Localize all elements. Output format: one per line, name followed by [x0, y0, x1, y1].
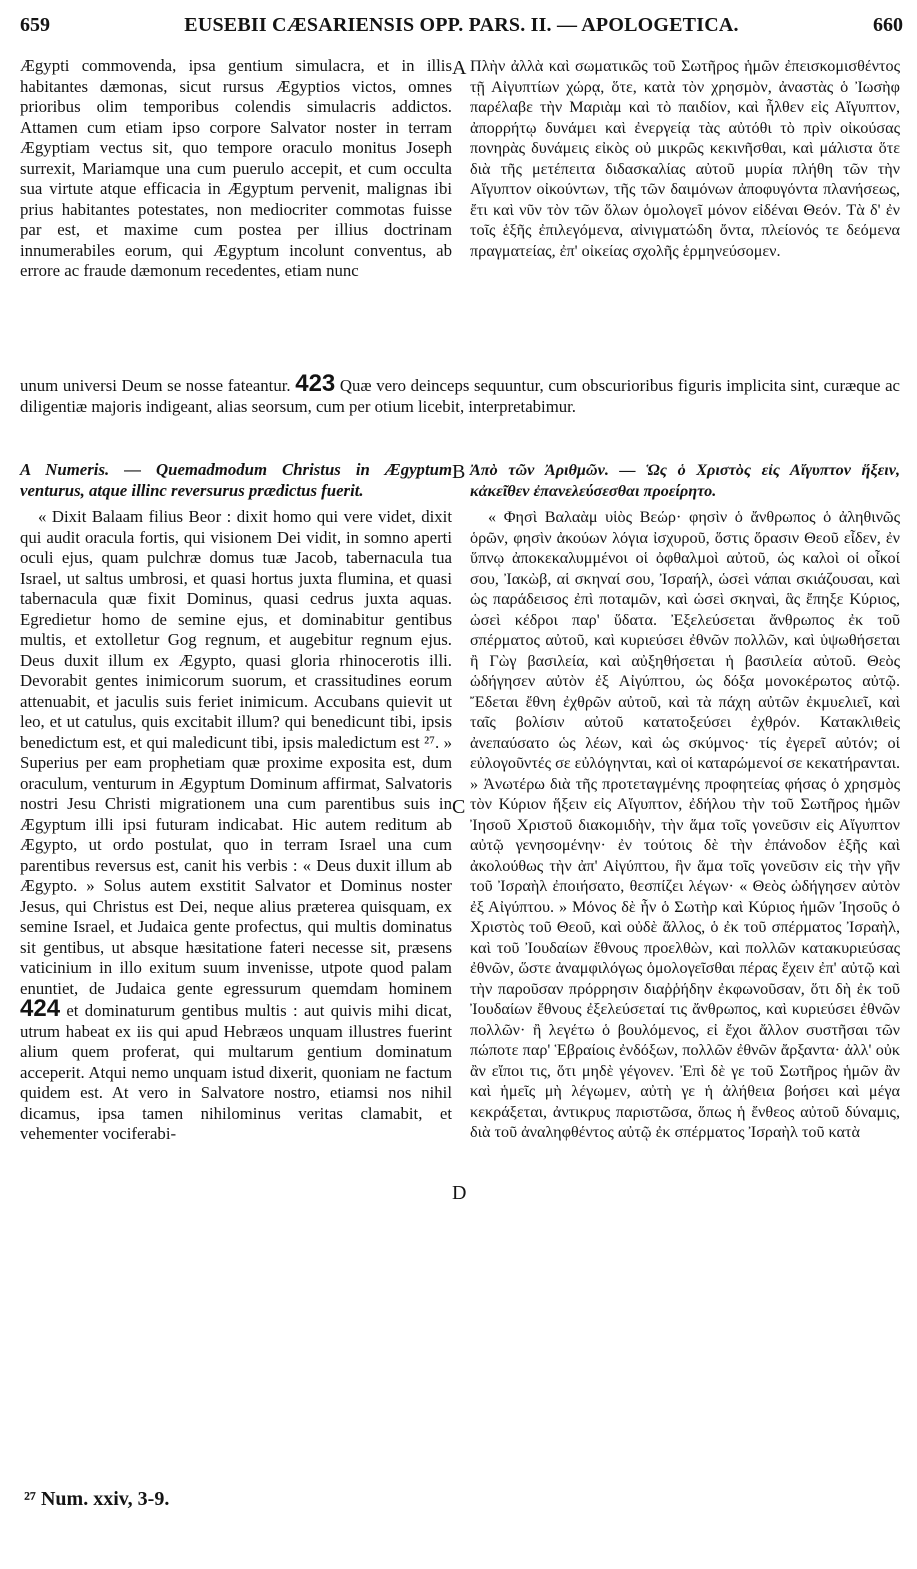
running-title: EUSEBII CÆSARIENSIS OPP. PARS. II. — APOLOGETICA. — [184, 14, 739, 36]
latin-column-top — [20, 56, 452, 282]
margin-marker-a: A — [452, 57, 467, 79]
latin-paragraph: Ægypti commovenda, ipsa gentium simulacra, et in illis habitantes dæmonas, sicut rursus Ægyptios victos, omnes prioribus olim temporibus colendis simulacris addictos. Attamen cum etiam ipso corpore Salvator noster in terram Ægyptiam vectus sit, quo tempore oraculo monitus Joseph surrexit, Mariamque una cum puerulo accepit, et cum occulta sua virtute atque efficacia in Ægyptum pervenit, malignas ibi prius habitantes potestates, non mediocriter commotas fuisse par est, et maxime cum postea per illius doctrinam innumerabiles eorum, qui Ægyptum incolunt conventus, ab errore ac fraude dæmonum recedentes, etiam nunc — [20, 56, 452, 280]
latin-column-bottom — [20, 460, 452, 1145]
full-width-passage — [20, 370, 900, 417]
latin-continuation: Quæ vero deinceps sequuntur, cum obscurioribus figuris implicita sint, curæque ac diligentiæ majoris indigeant, alias seorsum, cum per otium licebit, interpretabimur. — [20, 376, 900, 416]
latin-line-end: unum universi Deum se nosse fateantur. — [20, 376, 291, 395]
page-number-423: 423 — [295, 370, 336, 397]
running-header — [20, 12, 903, 38]
greek-body: « Φησὶ Βαλαὰμ υἱὸς Βεώρ· φησὶν ὁ ἄνθρωπος ὁ ἀληθινῶς ὁρῶν, φησὶν ἀκούων λόγια ἰσχυροῦ, ὅστις ὅρασιν Θεοῦ εἶδεν, ἐν ὕπνῳ ἀποκεκαλυμμένοι οἱ ὀφθαλμοὶ αὐτοῦ, ὡς καλοὶ οἱ οἶκοί σου, Ἰακὼβ, αἱ σκηναί σου, Ἰσραήλ, ὡσεὶ νάπαι σκιάζουσαι, καὶ ὡς παράδεισος ἐπὶ ποταμῶν, καὶ ὡσεὶ σκηναὶ, ἃς ἔπηξε Κύριος, ὡσεὶ κέδροι παρ' ὕδατα. Ἐξελεύσεται ἄνθρωπος ἐκ τοῦ σπέρματος αὐτοῦ, καὶ κυριεύσει ἐθνῶν πολλῶν, καὶ ὑψωθήσεται ἢ Γὼγ βασιλεία, καὶ αὐξηθήσεται ἡ βασιλεία αὐτοῦ. Θεὸς ὡδήγησεν αὐτὸν ἐξ Αἰγύπτου, ὡς δόξα μονοκέρωτος αὐτῷ. Ἔδεται ἔθνη ἐχθρῶν αὐτοῦ, καὶ τὰ πάχη αὐτῶν ἐκμυελιεῖ, καὶ ταῖς βολίσιν αὐτοῦ κατατοξεύσει ἐχθρόν. Κατακλιθεὶς ἀνεπαύσατο ὡς λέων, καὶ ὡς σκύμνος· τίς ἐγερεῖ αὐτόν; οἱ εὐλογοῦντές σε εὐλόγηνται, καὶ οἱ καταρώμενοί σε κεκατήρανται. » Ἀνωτέρω διὰ τῆς προτεταγμένης προφητείας φήσας ὁ χρησμὸς τὸν Κύριον ἥξειν εἰς Αἴγυπτον, ἐδήλου τὴν τοῦ Σωτῆρος ἡμῶν Ἰησοῦ Χριστοῦ διακομιδὴν, τὴν ἅμα τοῖς γονεῦσιν εἰς Αἴγυπτον αὐτῷ γενησομένην· ἐν τούτοις δὲ τὴν ἐπάνοδον ἑξῆς καὶ ἀκολούθως τὴν ἀπ' Αἰγύπτου, ἣν ἅμα τοῖς γονεῦσιν εἰς τὴν γῆν τοῦ Ἰσραὴλ ἐποιήσατο, θεσπίζει λέγων· « Θεὸς ὡδήγησεν αὐτὸν ἐξ Αἰγύπτου. » Μόνος δὲ ἦν ὁ Σωτὴρ καὶ Κύριος ἡμῶν Ἰησοῦς ὁ Χριστὸς τοῦ Θεοῦ, καὶ οὐδὲ ἄλλος, ὁ ἐκ τοῦ σπέρματος Ἰσραὴλ, καὶ τοῦ Ἰουδαίων ἔθνους προελθὼν, καὶ πολλῶν κατακυριεύσας ἐθνῶν, ὥστε ἀναμφιλόγως ὁμολογεῖσθαι πέρας ἔχειν ἐπ' αὐτῷ καὶ τὴν παροῦσαν πρόρρησιν διαῤῥήδην ἐκφωνοῦσαν, ὅτι δὴ ἐκ τοῦ Ἰουδαίων ἔθνους ἐξελεύσεταί τις ἄνθρωπος, καὶ κυριεύσει ἐθνῶν πολλῶν· ἢ λεγέτω ὁ βουλόμενος, εἰ ἔχοι ἄλλον συστῆσαι τῶν πώποτε παρ' Ἑβραίοις ἐνδόξων, πολλῶν ἐθνῶν ἄρξαντα· ἀλλ' οὐκ ἂν εἴποι τις, ὅτι μηδὲ γέγονεν. Ἐπὶ δὲ γε τοῦ Σωτῆρος ἡμῶν ἂν καὶ ἡμεῖς μὴ λέγωμεν, αὐτὴ γε ἡ ἀλήθεια βοήσει καὶ μέγα κεκράξεται, ἀντικρυς παριστῶσα, ὅπως ἡ ἔνθεος αὐτοῦ δύναμις, διὰ τοῦ ἀναληφθέντος αὐτῷ ἐκ σπέρματος Ἰσραὴλ τοῦ κατὰ — [470, 508, 900, 1141]
footnote: ²⁷ Num. xxiv, 3-9. — [24, 1488, 170, 1510]
margin-marker-b: B — [452, 461, 466, 483]
page-number-left: 659 — [20, 14, 50, 36]
margin-marker-d: D — [452, 1182, 467, 1204]
greek-paragraph: Πλὴν ἀλλὰ καὶ σωματικῶς τοῦ Σωτῆρος ἡμῶν ἐπεισκομισθέντος τῇ Αἰγυπτίων χώρᾳ, ὅτε, κατὰ τὸν χρησμὸν, ἀναστὰς ὁ Ἰωσὴφ παρέλαβε τὴν Μαριὰμ καὶ τὸ παιδίον, καὶ ἦλθεν εἰς Αἴγυπτον, ἀπορρήτῳ δυνάμει καὶ ἐνεργείᾳ τὰς αὐτόθι τὸ πρὶν οἰκούσας πονηρὰς δυνάμεις εἰκὸς οὐ μικρῶς κεκινῆσθαι, καὶ μάλιστα ὅτε διὰ τῆς μετέπειτα διδασκαλίας αὐτοῦ μυρία πλήθη τῶν τὴν Αἴγυπτον οἰκούντων, τῆς τῶν δαιμόνων ἀποφυγόντα πλανήσεως, ἔτι καὶ νῦν τὸν τῶν ὅλων ὁμολογεῖ μόνον εἰδέναι Θεόν. Τὰ δ' ἐν τοῖς ἑξῆς ἐπιλεγόμενα, αἰνιγματώδη ὄντα, πλείονός τε δεόμενα πραγματείας, ἐπ' οἰκείας σχολῆς ἑρμηνεύσομεν. — [470, 57, 900, 260]
page-number-424: 424 — [20, 995, 61, 1022]
page-number-right: 660 — [873, 14, 903, 36]
latin-body-part1: « Dixit Balaam filius Beor : dixit homo qui vere videt, dixit qui audit oracula fortis, qui visionem Dei vidit, in somno aperti oculi ejus, quam pulchræ domus tuæ Jacob, tabernacula tua Israel, ut saltus umbrosi, et quasi hortus juxta flumina, et quasi tabernacula quæ fixit Dominus, quasi cedrus juxta aquas. Egredietur homo de semine ejus, et dominabitur gentibus multis, et extolletur Gog regnum, et augebitur regnum ejus. Deus duxit illum ex Ægypto, quasi gloria rhinocerotis illi. Devorabit gentes inimicorum suorum, et crassitudines eorum attenuabit, et jaculis suis feriet inimicum. Accubans quievit ut leo, et ut catulus, quis excitabit illum? qui benedicunt tibi, ipsis benedictum est, et qui maledicunt tibi, ipsis maledictum est ²⁷. » Superius per eam prophetiam quæ proxime exposita est, dum oraculum, venturum in Ægyptum Dominum affirmat, Salvatoris nostri Jesu Christi migrationem una cum parentibus suis in Ægyptum illi ipsi futuram indicabat. Hic autem reditum ab Ægypto, ut ordo postulat, quo in terram Israel una cum parentibus reversus est, canit his verbis : « Deus duxit illum ab Ægypto. » Solus autem exstitit Salvator et Dominus noster Jesus, qui Christus est Dei, neque alius præterea quisquam, ex semine Israel, et Judaica gente profectus, qui multis dominatus sit gentibus, ut absque hæsitatione fateri necesse sit, præsens vaticinium in illo exitum suum invenisse, utpote quod palam enuntiet, de Judaica gente egressurum quemdam hominem — [20, 507, 452, 998]
latin-body — [20, 507, 452, 1145]
greek-column-top — [470, 56, 900, 261]
latin-body-part2: et dominaturum gentibus multis : aut quivis mihi dicat, utrum habeat ex iis qui apud Hebræos unquam illustres fuerint alium quem proferat, qui multarum gentium dominatum acceperit. Atqui nemo unquam istud dixerit, quoniam ne factum quidem est. At vero in Salvatore nostro, etiamsi nos nihil dicamus, ipsa tamen nihilominus veritas clamabit, et vehementer vociferabi- — [20, 1001, 452, 1143]
greek-section-heading: Ἀπὸ τῶν Ἀριθμῶν. — Ὡς ὁ Χριστὸς εἰς Αἴγυπτον ἥξειν, κἀκεῖθεν ἐπανελεύσεσθαι προείρητο. — [470, 461, 900, 500]
margin-marker-c: C — [452, 796, 466, 818]
greek-column-bottom — [470, 460, 900, 1143]
latin-section-heading: A Numeris. — Quemadmodum Christus in Ægyptum venturus, atque illinc reversurus prædictus fuerit. — [20, 460, 452, 500]
